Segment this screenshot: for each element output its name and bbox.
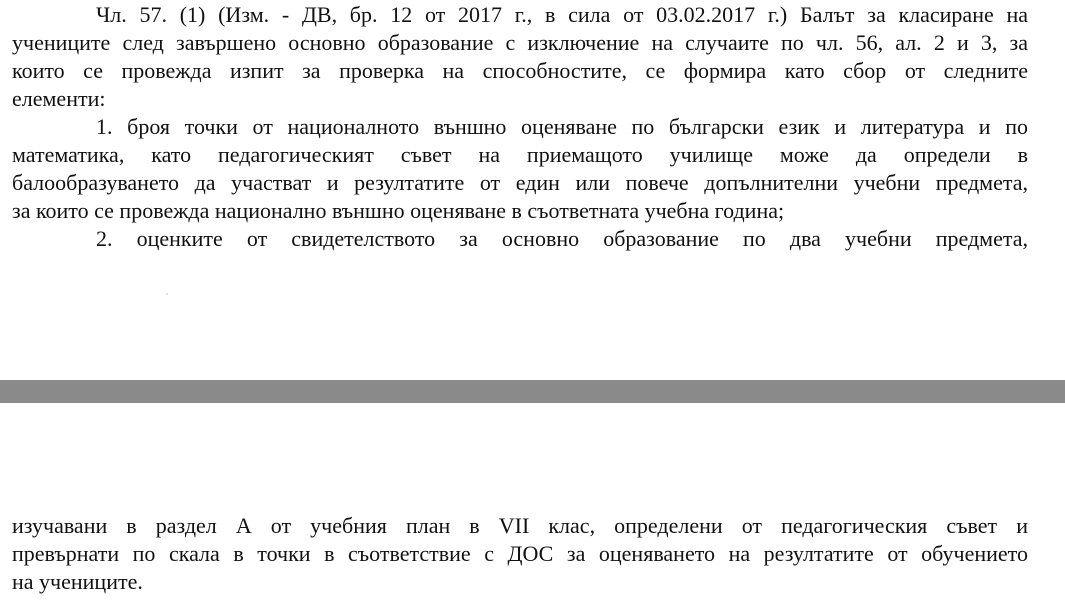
list-item-2-continuation-line: превърнати по скала в точки в съответствие с ДОС за оценяването на резултатите от обучението [12, 541, 1028, 566]
article-text-line: елементи: [12, 86, 106, 111]
list-item-1-line: математика, като педагогическият съвет на приемащото училище може да определи в [12, 142, 1028, 167]
document-page-bottom [0, 403, 1065, 600]
article-text-line: учениците след завършено основно образование с изключение на случаите по чл. 56, ал. 2 и 3, за [12, 30, 1028, 55]
list-item-2-line: 2. оценките от свидетелството за основно образование по два учебни предмета, [96, 226, 1028, 251]
list-item-2-continuation-line: на учениците. [12, 569, 143, 594]
article-heading-line: Чл. 57. (1) (Изм. - ДВ, бр. 12 от 2017 г., в сила от 03.02.2017 г.) Балът за класиране на [96, 2, 1028, 27]
list-item-2-continuation-line: изучавани в раздел А от учебния план в VII клас, определени от педагогическия съвет и [12, 513, 1028, 538]
page-separator [0, 380, 1065, 403]
list-item-1-line: 1. броя точки от националното външно оценяване по български език и литература и по [96, 114, 1028, 139]
article-text-line: които се провежда изпит за проверка на способностите, се формира като сбор от следните [12, 58, 1028, 83]
list-item-1-line: балообразуването да участват и резултатите от един или повече допълнителни учебни предмета, [12, 170, 1028, 195]
scan-speck [166, 293, 168, 295]
list-item-1-line: за които се провежда национално външно оценяване в съответната учебна година; [12, 198, 785, 223]
